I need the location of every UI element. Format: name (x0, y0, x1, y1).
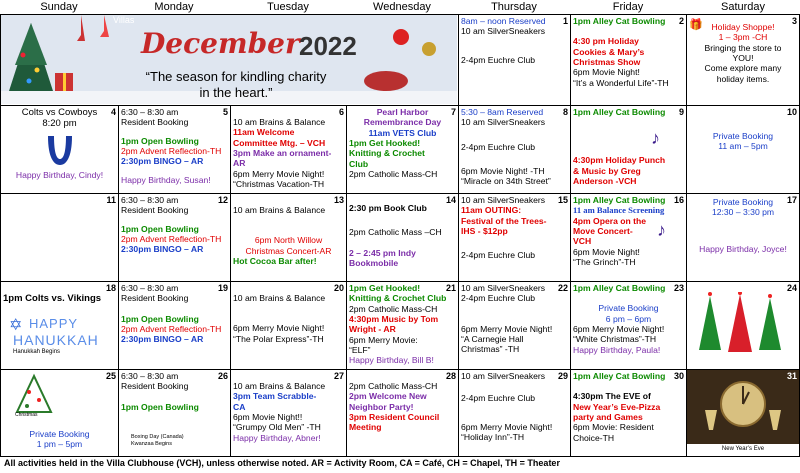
banner-quote: “The season for kindling charity in the heart.” (145, 69, 327, 100)
weekday-header: Monday (154, 1, 194, 13)
ornament-icon (393, 29, 409, 45)
gift-icon: 🎁 (689, 19, 703, 31)
day-cell-5: 5 6:30 – 8:30 am Resident Booking 1pm Open Bowling 2pm Advent Reflection-TH 2:30pm BINGO – AR Happy Birthday, Susan! (121, 107, 228, 185)
footer-legend: All activities held in the Villa Clubhouse (VCH), unless otherwise noted. AR = Activity Room, CA = Café, CH = Chapel, TH = Theater (4, 458, 560, 468)
day-cell-23: 23 1pm Alley Cat Bowling Private Booking 6 pm – 6pm 6pm Merry Movie Night! “White Christmas”-TH Happy Birthday, Paula! (573, 283, 684, 355)
day-cell-1: 1 8am – noon Reserved 10 am SilverSneakers 2-4pm Euchre Club (461, 16, 568, 65)
day-cell-29: 29 10 am SilverSneakers 2-4pm Euchre Club 6pm Merry Movie Night! “Holiday Inn”-TH (461, 371, 568, 442)
day-cell-25: 25 Christmas Private Booking 1 pm – 5pm (1, 370, 118, 456)
weekday-header: Sunday (40, 1, 78, 13)
weekday-header: Tuesday (267, 1, 309, 13)
day-cell-22: 22 10 am SilverSneakers 2-4pm Euchre Club 6pm Merry Movie Night! “A Carnegie Hall Christmas” -TH (461, 283, 568, 355)
day-cell-8: 8 5:30 – 8am Reserved 10 am SilverSneakers 2-4pm Euchre Club 6pm Movie Night! -TH “Miracle on 34th Street” (461, 107, 568, 187)
day-cell-27: 27 10 am Brains & Balance 3pm Team Scrabble- CA 6pm Movie Night!! “Grumpy Old Men” -TH Happy Birthday, Abner! (233, 371, 344, 443)
weekday-header: Friday (612, 1, 644, 13)
day-cell-4: 4 Colts vs Cowboys 8:20 pm Happy Birthday, Cindy! (15, 107, 116, 180)
day-cell-14: 14 2:30 pm Book Club 2pm Catholic Mass –CH 2 – 2:45 pm Indy Bookmobile (349, 195, 456, 268)
year-title: 2022 (299, 31, 357, 61)
music-note-icon: ♪ (657, 220, 666, 240)
day-cell-3: 3 🎁 Holiday Shoppe! 1 – 3pm -CH Bringing the store to YOU! Come explore many holiday items. (689, 16, 797, 84)
day-cell-11: 11 (106, 195, 116, 205)
day-cell-15: 15 10 am SilverSneakers 11am OUTING: Festival of the Trees- IHS - $12pp 2-4pm Euchre Club (461, 195, 568, 261)
day-cell-16: 16 1pm Alley Cat Bowling 11 am Balance Screening 4pm Opera on the Move Concert- VCH ♪ 6pm Movie Night! “The Grinch”-TH (573, 195, 684, 267)
day-cell-6: 6 10 am Brains & Balance 11am Welcome Committee Mtg. – VCH 3pm Make an ornament- AR 6pm Merry Movie Night! “Christmas Vacation-TH (233, 107, 344, 189)
day-cell-26: 26 6:30 – 8:30 am Resident Booking 1pm Open Bowling Boxing Day (Canada) Kwanzaa Begins (121, 371, 228, 447)
day-cell-7: 7 Pearl Harbor Remembrance Day 11am VETS Club 1pm Get Hooked! Knitting & Crochet Club 2pm Catholic Mass-CH (349, 107, 456, 179)
month-title: December (141, 27, 300, 60)
day-cell-19: 19 6:30 – 8:30 am Resident Booking 1pm Open Bowling 2pm Advent Reflection-TH 2:30pm BINGO – AR (121, 283, 228, 345)
weekday-header: Saturday (720, 1, 766, 13)
day-cell-20: 20 10 am Brains & Balance 6pm Merry Movie Night! “The Polar Express”-TH (233, 283, 344, 344)
day-cell-21: 21 1pm Get Hooked! Knitting & Crochet Club 2pm Catholic Mass-CH 4:30pm Music by Tom Wright - AR 6pm Merry Movie: “ELF” Happy Birthday, Bill B! (349, 283, 456, 366)
colts-horseshoe-icon (42, 132, 78, 168)
day-cell-18: 18 1pm Colts vs. Vikings ✡ HAPPY HANUKKAH Hanukkah Begins (3, 283, 116, 355)
day-cell-9: 9 1pm Alley Cat Bowling ♪ 4:30pm Holiday Punch & Music by Greg Anderson -VCH (573, 107, 684, 186)
day-cell-17: 17 Private Booking 12:30 – 3:30 pm Happy Birthday, Joyce! (699, 195, 797, 254)
day-cell-24: 24 (687, 282, 799, 369)
star-of-david-icon: ✡ (9, 317, 23, 334)
december-banner (1, 15, 457, 104)
day-cell-31: 31 New Year’s Eve (687, 370, 799, 456)
villas-label: Villas (113, 15, 135, 25)
cocoa-mug-icon (364, 71, 408, 91)
day-cell-30: 30 1pm Alley Cat Bowling 4:30pm The EVE of New Year’s Eve-Pizza party and Games 6pm Movie: Resident Choice-TH (573, 371, 684, 443)
weekday-header: Wednesday (373, 1, 431, 13)
day-cell-28: 28 2pm Catholic Mass-CH 2pm Welcome New Neighbor Party! 3pm Resident Council Meeting (349, 371, 456, 433)
christmas-trees-icon (695, 292, 785, 356)
champagne-clock-icon (687, 370, 799, 456)
day-cell-10: 10 Private Booking 11 am – 5pm (712, 107, 797, 152)
day-cell-12: 12 6:30 – 8:30 am Resident Booking 1pm Open Bowling 2pm Advent Reflection-TH 2:30pm BINGO – AR (121, 195, 228, 255)
day-cell-2: 2 1pm Alley Cat Bowling 4:30 pm Holiday Cookies & Mary’s Christmas Show 6pm Movie Night! “It’s a Wonderful Life”-TH (573, 16, 684, 88)
music-note-icon: ♪ (651, 128, 660, 148)
day-cell-13: 13 10 am Brains & Balance 6pm North Willow Christmas Concert-AR Hot Cocoa Bar after! (233, 195, 344, 266)
weekday-header: Thursday (491, 1, 537, 13)
